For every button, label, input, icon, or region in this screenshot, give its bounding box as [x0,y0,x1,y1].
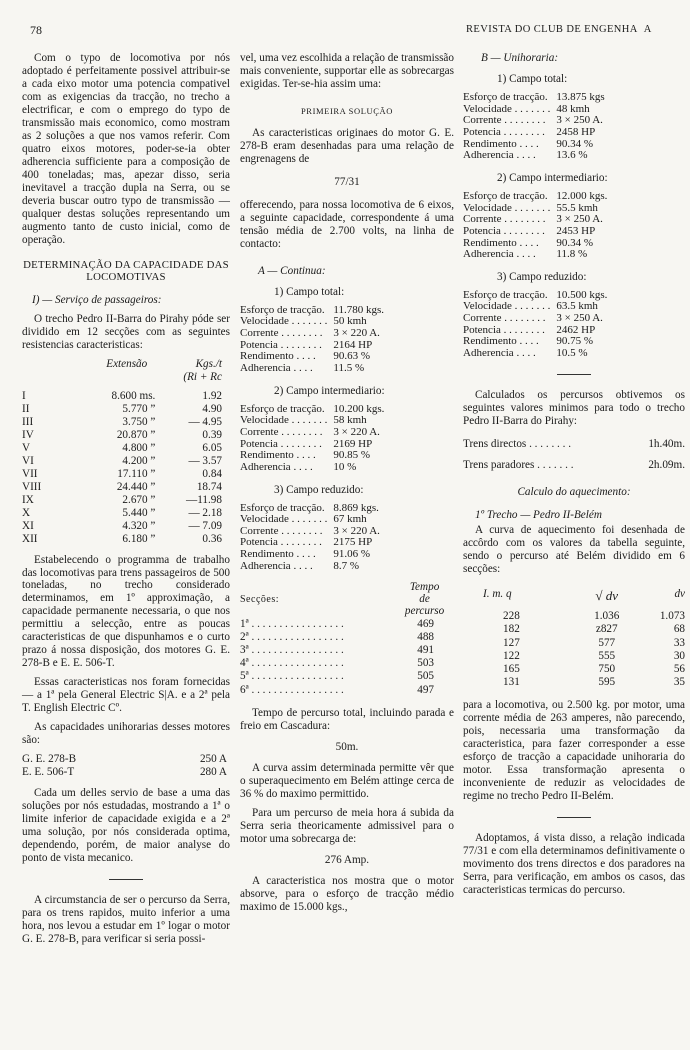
table-row [463,637,685,650]
motor-name: G. E. 278-B [22,753,77,766]
section-extension: 2.670 ” [122,493,156,506]
spec-value: 63.5 kmh [556,300,598,313]
spec-value: 10.200 kgs. [333,402,385,415]
spec-label: Rendimento . . . . [240,548,316,561]
table-row [22,416,222,429]
section-resistance: 0.84 [202,467,222,480]
section-time: 469 [417,617,434,630]
motor-value: 280 A [199,766,227,779]
sections-time-table [240,582,454,696]
spec-label: Velocidade . . . . . . . [463,300,551,313]
spec-label: Rendimento . . . . [463,335,539,348]
section-resistance: 18.74 [196,480,222,493]
train-time: 1h.40m. [648,437,685,450]
section-number: XII [22,532,38,545]
spec-label: Adherencia . . . . [240,361,313,374]
section-title: DETERMINAÇÃO DA CAPACIDADE DAS LOCOMOTIVAS [23,258,229,284]
spec-label: Adherencia . . . . [463,347,536,360]
heat-imq: 131 [503,676,520,689]
section-resistance: 1.92 [202,389,222,402]
section-number: VI [22,454,34,467]
section-resistance: 0.39 [202,428,222,441]
total-time: 50m. [335,740,359,753]
spec-label: Velocidade . . . . . . . [463,201,551,214]
section-extension: 5.770 ” [122,402,156,415]
train-row [463,434,685,455]
c3-field3-title: 3) Campo reduzido: [497,270,587,283]
column-1 [22,52,230,952]
spec-value: 2164 HP [333,338,373,351]
leader-dots: . . . . . . . . . . . . . . . . . [248,644,344,657]
spec-value: 2175 HP [333,536,373,549]
heat-sqrt: 555 [598,649,616,662]
spec-value: 11.780 kgs. [333,303,384,316]
heat-imq: 182 [503,623,520,636]
section-time: 505 [417,670,434,683]
leader-dots: . . . . . . . . . . . . . . . . . [248,670,344,683]
section-resistance: — 2.18 [188,506,222,519]
table-row [22,520,222,533]
spec-label: Esforço de tracção. [463,288,548,301]
spec-label: Adherencia . . . . [240,460,313,473]
spec-label: Corrente . . . . . . . . [240,326,323,339]
sections-paragraph: O trecho Pedro II-Barra do Pirahy póde ser dividido em 12 secções com as seguintes resistencias caracteristicas: [22,312,230,351]
spec-value: 3 × 220 A. [333,326,380,339]
table-row [22,403,222,416]
spec-row [463,226,607,238]
spec-value: 13.6 % [556,149,588,162]
table-row [22,390,222,403]
heat-dv: 68 [673,623,685,636]
section-extension: 4.800 ” [122,441,156,454]
motor-value: 250 A [199,753,227,766]
spec-value: 10 % [333,460,357,473]
heat-head-sqrt: √ dv [595,588,619,604]
heat-imq: 122 [503,649,520,662]
section-number: X [22,506,31,519]
spec-value: 10.5 % [556,347,588,360]
section-resistance: 6.05 [202,441,222,454]
heat-head-dv: dv [674,588,685,601]
spec-label: Potencia . . . . . . . . [463,323,545,336]
spec-label: Potencia . . . . . . . . [463,224,545,237]
serra-paragraph: A circumstancia de ser o percurso da Serra, para os trens rapidos, muito inferior a uma hora, nos levou a estudar em 1º logar o motor G. E. 278-B, para verificar si seria possi- [22,894,230,946]
spec-label: Potencia . . . . . . . . [463,125,545,138]
continuous-title [258,265,454,278]
c2-field1-title: 1) Campo total: [274,285,345,298]
section-label [240,631,395,644]
spec-label: Corrente . . . . . . . . [240,425,323,438]
table-head-extension: Extensão [106,357,148,370]
section-extension: 4.320 ” [122,519,156,532]
spec-value: 3 × 220 A. [333,524,380,537]
section-ordinal: 4ª [240,657,249,670]
leader-dots: . . . . . . . . . . . . . . . . . [248,683,344,696]
spec-label: Corrente . . . . . . . . [463,114,546,127]
spec-value: 50 kmh [333,315,367,328]
table-row [463,650,685,663]
amp-value: 276 Amp. [324,853,370,866]
divider [109,879,143,880]
spec-label: Rendimento . . . . [240,350,316,363]
spec-label: Adherencia . . . . [463,149,536,162]
table-row [22,468,222,481]
heating-table [463,588,685,689]
section-number: III [22,415,34,428]
section-number: VII [22,467,38,480]
section-extension: 8.600 ms. [111,389,156,402]
table-row [22,481,222,494]
spec-value: 10.500 kgs. [556,288,608,301]
table-head-kgs: Kgs./t [195,357,222,370]
spec-label: Velocidade . . . . . . . [463,102,551,115]
section-extension: 5.440 ” [122,506,156,519]
section-ordinal: 6ª [240,683,249,696]
heat-sqrt: z827 [595,623,618,636]
section-ordinal: 3ª [240,644,249,657]
spec-row [463,191,607,203]
section-extension: 20.870 ” [116,428,156,441]
heat-dv: 56 [673,662,685,675]
gear-ratio: 77/31 [334,175,360,188]
spec-label: Corrente . . . . . . . . [240,524,323,537]
table-row [463,676,685,689]
spec-label: Corrente . . . . . . . . [463,312,546,325]
leader-dots: . . . . . . . . . . . . . . . . . [248,617,344,630]
spec-label: Esforço de tracção. [463,189,548,202]
divider [557,374,591,375]
c3-field3-table [463,290,607,360]
tempo-label-line: percurso [404,604,445,617]
spec-label: Potencia . . . . . . . . [240,536,322,549]
section-label [240,657,395,670]
section-resistance: 0.36 [202,532,222,545]
table-row [240,618,454,631]
section-resistance: —11.98 [186,493,222,506]
section-time: 503 [417,657,434,670]
capacities-paragraph: As capacidades unihorarias desses motores são: [22,721,230,747]
spec-row [240,462,384,474]
programme-paragraph: Estabelecendo o programma de trabalho das locomotivas para trens passageiros de 500 toneladas, no trecho considerado determinamos, em 1º approximação, a capacidade permanente necessaria, o que nos permittiu a selecção, entre as poucas caracteristicas de que dispunhamos e o curto prazo á nossa disposição, dos motores G. E. 278-B e E. E. 506-T. [22,553,230,670]
section-resistance: — 3.57 [188,454,222,467]
train-row [463,455,685,476]
leader-dots: . . . . . . . . . . . . . . . . . [248,630,344,643]
heat-imq: 165 [503,662,520,675]
spec-label: Velocidade . . . . . . . [240,315,328,328]
train-label: Trens directos . . . . . . . . [463,437,572,450]
spec-value: 8.7 % [333,559,360,572]
spec-value: 3 × 250 A. [556,114,603,127]
page-number: 78 [30,23,42,37]
spec-label: Corrente . . . . . . . . [463,213,546,226]
heat-dv: 1.073 [659,610,685,623]
table-row [240,631,454,644]
original-characteristics-paragraph: As caracteristicas originaes do motor G. E. 278-B eram desenhadas para uma relação de engrenagens de [240,126,454,165]
spec-label: Esforço de tracção. [240,402,325,415]
adopted-paragraph: Adoptamos, á vista disso, a relação indicada 77/31 e com ella determinamos definitivamente o movimento dos trens directos e dos paradores na Serra, para verificação, em ambos os casos, das caracteristicas termicas do percurso. [463,832,685,897]
spec-value: 8.869 kgs. [333,501,379,514]
heat-sqrt: 577 [598,636,616,649]
spec-value: 2169 HP [333,437,373,450]
solution-title: PRIMEIRA SOLUÇÃO [300,105,393,116]
heat-dv: 35 [673,676,685,689]
section-extension: 24.440 ” [116,480,156,493]
table-row [240,644,454,657]
section-resistance: — 4.95 [188,415,222,428]
spec-value: 90.85 % [333,449,371,462]
column-3 [463,52,685,903]
spec-row [463,92,605,104]
c2-field3-table [240,503,380,573]
heat-dv: 30 [673,649,685,662]
table-row [22,507,222,520]
c2-field2-table [240,404,384,474]
spec-row [463,127,605,139]
heat-sqrt: 595 [598,676,616,689]
motors-table [22,753,227,779]
tempo-label [395,582,454,617]
table-row [463,623,685,636]
spec-value: 90.34 % [556,137,594,150]
characteristics-paragraph: Essas caracteristicas nos foram fornecidas — a 1ª pela General Electric S|A. e a 2ª pela T. English Electric Cº. [22,676,230,715]
leader-dots: . . . . . . . . . . . . . . . . . [248,657,344,670]
resistance-table [22,358,222,546]
spec-label: Rendimento . . . . [463,137,539,150]
table-row [463,663,685,676]
total-time-paragraph: Tempo de percurso total, incluindo parada e freio em Cascadura: [240,706,454,732]
c2-field2-title: 2) Campo intermediario: [274,384,385,397]
continuous-title-text: A — Continua: [258,264,326,277]
tempo-label-line: de [419,593,430,606]
section-number: V [22,441,31,454]
continuation-paragraph: vel, uma vez escolhida a relação de transmissão mais conveniente, supportar elle as sobrecargas exigidas. Ter-se-hia assim uma: [240,52,454,90]
heat-sqrt: 1.036 [594,610,620,623]
trecho-title: 1º Trecho — Pedro II-Belém [475,509,602,522]
table-row [22,455,222,468]
solutions-paragraph: Cada um delles servio de base a uma das soluções por nós estudadas, mostrando a 1ª o limite inferior de capacidade exigida e a 2ª uma solução, por nós considerada optima, dependendo, porém, de maior analyse do ponto de vista mecanico. [22,787,230,865]
spec-value: 67 kmh [333,513,367,526]
section-extension: 6.180 ” [122,532,156,545]
section-resistance: 4.90 [202,402,222,415]
spec-value: 55.5 kmh [556,201,598,214]
spec-value: 90.63 % [333,350,371,363]
spec-row [240,328,384,340]
table-row [22,442,222,455]
heat-imq: 127 [503,636,520,649]
section-time: 491 [417,644,434,657]
intro-paragraph: Com o typo de locomotiva por nós adoptado é perfeitamente possivel attribuir-se a cada eixo motor uma potencia compativel com as exigencias da tracção, no trecho a electrificar, e com o emprego do typo de transmissão mais economico, como mostram as 2 soluções a que nos vamos referir. Com quatro eixos motores, poder-se-ia obter adherencia sufficiente para a composição de 400 toneladas; mas, apezar disso, seria inevitavel a tracção dupla na Serra, ou se deveria buscar outro typo de transmissão — qualquer destas soluções representando um augmento tanto de custo inicial, como de operação. [22,52,230,246]
section-extension: 4.200 ” [122,454,156,467]
unihoraria-title [481,52,685,65]
section-label [240,644,395,657]
c2-field3-title: 3) Campo reduzido: [274,483,364,496]
overload-paragraph: Para um percurso de meia hora á subida da Serra seria theoricamente admissivel para o motor uma sobrecarga de: [240,806,454,845]
spec-value: 58 kmh [333,414,367,427]
section-label [240,618,395,631]
section-time: 497 [417,683,434,696]
train-time: 2h.09m. [648,458,685,471]
spec-value: 11.8 % [556,248,588,261]
spec-row [463,150,605,162]
divider [557,817,591,818]
train-label: Trens paradores . . . . . . . [463,458,574,471]
table-row [463,610,685,623]
heat-imq: 228 [503,610,520,623]
spec-value: 3 × 250 A. [556,312,603,325]
section-number: I [22,389,26,402]
section-number: II [22,402,30,415]
spec-label: Velocidade . . . . . . . [240,414,328,427]
spec-value: 90.75 % [556,335,594,348]
spec-label: Rendimento . . . . [463,236,539,249]
section-ordinal: 1ª [240,617,249,630]
section-resistance: — 7.09 [188,519,222,532]
spec-label: Rendimento . . . . [240,449,316,462]
spec-value: 90.34 % [556,236,594,249]
tempo-label-line: Tempo [409,581,440,594]
c3-field1-title: 1) Campo total: [497,72,568,85]
table-row [22,429,222,442]
spec-row [240,363,384,375]
unihoraria-title-text: B — Unihoraria: [481,52,559,64]
seccoes-label: Secções: [240,594,279,606]
spec-value: 3 × 220 A. [333,425,380,438]
trains-table [463,434,685,477]
table-row [240,670,454,683]
spec-row [240,561,380,573]
table-row [240,684,454,697]
spec-value: 12.000 kgs. [556,189,608,202]
section-label [240,670,395,683]
section-extension: 3.750 ” [122,415,156,428]
motor-row [22,753,227,766]
spec-row [463,249,607,261]
spec-value: 91.06 % [333,548,371,561]
section-number: IX [22,493,34,506]
spec-label: Adherencia . . . . [463,248,536,261]
motor-row [22,766,227,779]
absorption-paragraph: A caracteristica nos mostra que o motor absorve, para o esforço de tracção médio maximo de 15.000 kgs., [240,874,454,913]
section-ordinal: 2ª [240,630,249,643]
heat-head-imq: I. m. q [483,588,512,601]
section-label [240,684,395,697]
section-ordinal: 5ª [240,670,249,683]
heat-dv: 33 [673,636,685,649]
spec-row [240,427,384,439]
spec-value: 48 kmh [556,102,590,115]
spec-label: Esforço de tracção. [240,303,325,316]
spec-row [463,348,607,360]
spec-label: Velocidade . . . . . . . [240,513,328,526]
spec-label: Potencia . . . . . . . . [240,338,322,351]
spec-value: 2453 HP [556,224,596,237]
capacity-paragraph: offerecendo, para nossa locomotiva de 6 eixos, a seguinte capacidade, correspondente á uma tensão média de 2.700 volts, na linha de contacto: [240,198,454,250]
section-time: 488 [417,630,434,643]
locomotive-paragraph: para a locomotiva, ou 2.500 kg. por motor, uma corrente média de 263 amperes, não parecendo, pois, necessaria uma transformação da caracteristica, para fazer corresponder a esse esforço de tracção a capacidade unihoraria do motor. Essa transformação apresenta o inconveniente de reduzir as velocidades de regime no trecho Pedro II-Belém. [463,699,685,803]
heat-sqrt: 750 [598,662,616,675]
heating-table-paragraph: A curva de aquecimento foi desenhada de accôrdo com os valores da tabella seguinte, sendo o percurso até Belém dividido em 6 secções: [463,524,685,576]
section-number: IV [22,428,34,441]
spec-value: 11.5 % [333,361,365,374]
spec-label: Adherencia . . . . [240,559,313,572]
table-row [22,494,222,507]
spec-label: Esforço de tracção. [240,501,325,514]
section-number: XI [22,519,34,532]
spec-value: 2462 HP [556,323,596,336]
heating-title: Calculo do aquecimento: [517,486,631,499]
c2-field1-table [240,305,384,375]
spec-label: Esforço de tracção. [463,90,548,103]
motor-name: E. E. 506-T [22,766,75,779]
spec-value: 2458 HP [556,125,596,138]
spec-value: 3 × 250 A. [556,213,603,226]
c3-field2-title: 2) Campo intermediario: [497,171,608,184]
table-row [22,533,222,546]
section-number: VIII [22,480,42,493]
calculated-paragraph: Calculados os percursos obtivemos os seguintes valores minimos para todo o trecho Pedro II-Barra do Pirahy: [463,388,685,427]
column-2 [240,52,454,920]
c3-field2-table [463,191,607,261]
running-header: REVISTA DO CLUB DE ENGENHA A [466,24,652,35]
heating-curve-paragraph: A curva assim determinada permitte vêr que o superaquecimento em Belém attinge cerca de 36 % do maximo permittido. [240,761,454,800]
spec-value: 13.875 kgs [556,90,605,103]
table-head-formula: (Ri + Rc [183,370,222,383]
spec-label: Potencia . . . . . . . . [240,437,322,450]
section-extension: 17.110 ” [117,467,156,480]
table-row [240,657,454,670]
subsection-title: I) — Serviço de passageiros: [32,293,162,306]
c3-field1-table [463,92,605,162]
